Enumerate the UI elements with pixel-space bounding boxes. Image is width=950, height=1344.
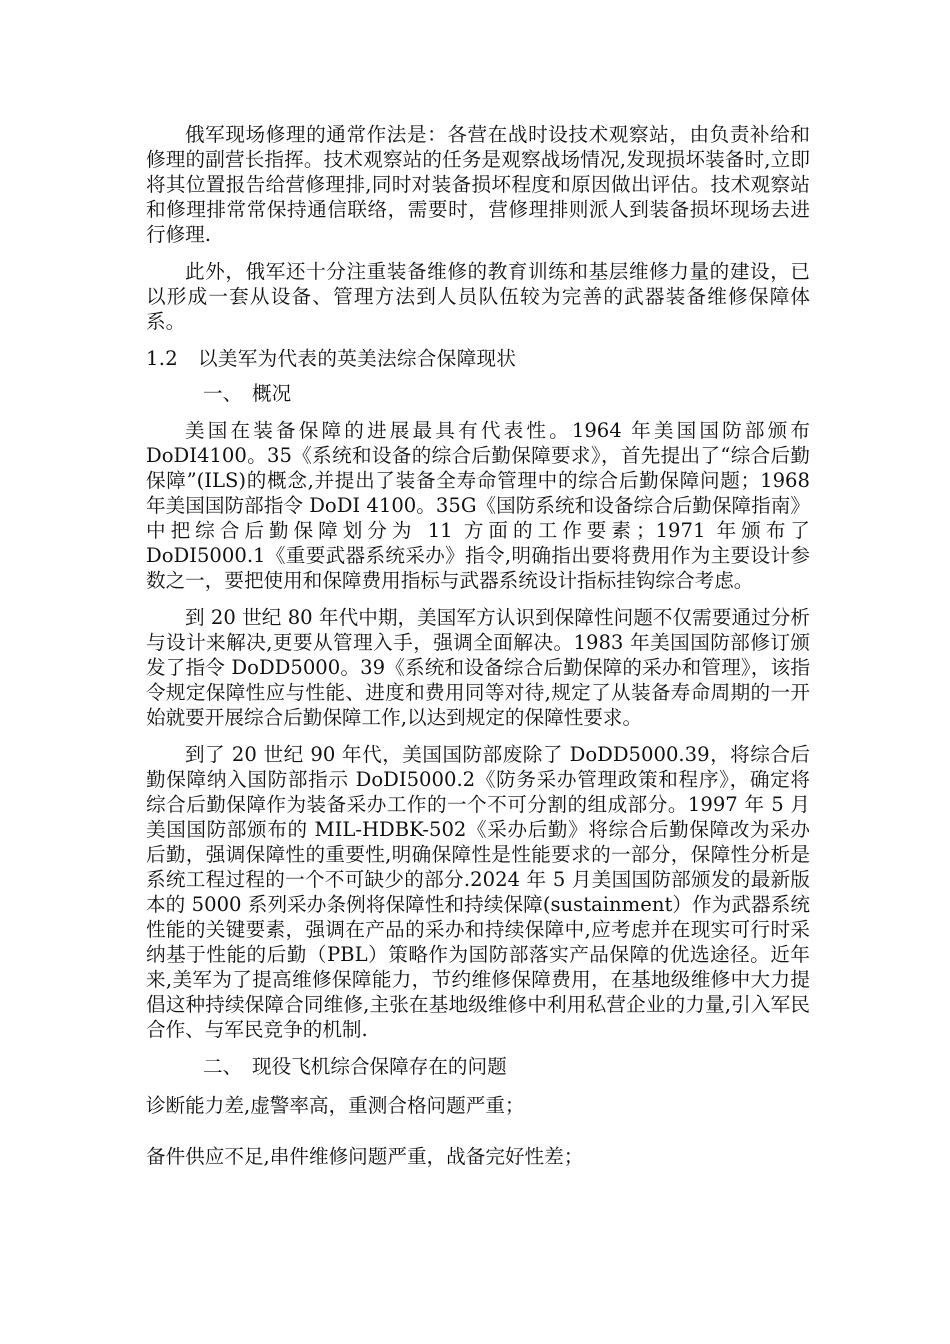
paragraph-russian-training: 此外，俄军还十分注重装备维修的教育训练和基层维修力量的建设，已以形成一套从设备、管理方法到人员队伍较为完善的武器装备维修保障体系。 [146, 260, 810, 333]
section-heading: 1.2 以美军为代表的英美法综合保障现状 [146, 347, 517, 370]
paragraph-russian-field-repair: 俄军现场修理的通常作法是：各营在战时设技术观察站，由负责补给和修理的副营长指挥。技术观察站的任务是观察战场情况,发现损坏装备时,立即将其位置报告给营修理排,同时对装备损坏程度和原因做出评估。技术观察站和修理排常常保持通信联络，需要时，营修理排则派人到装备损坏现场去进行修理. [146, 123, 810, 246]
paragraph-us-1980s: 到 20 世纪 80 年代中期，美国军方认识到保障性问题不仅需要通过分析与设计来解决,更要从管理入手，强调全面解决。1983 年美国国防部修订颁发了指令 DoDD5000。39《系统和设备综合后勤保障的采办和管理》，该指令规定保障性应与性能、进度和费用同等对待,规定了从装备寿命周期的一开始就要开展综合后勤保障工作,以达到规定的保障性要求。 [146, 606, 810, 729]
subsection-heading-problems: 二、 现役飞机综合保障存在的问题 [203, 1055, 507, 1078]
problem-item-spares: 备件供应不足,串件维修问题严重，战备完好性差； [146, 1145, 584, 1168]
subsection-heading-overview: 一、 概况 [203, 382, 292, 405]
paragraph-us-1990s: 到了 20 世纪 90 年代，美国国防部废除了 DoDD5000.39，将综合后勤保障纳入国防部指示 DoDI5000.2《防务采办管理政策和程序》，确定将综合后勤保障作为装备采办工作的一个不可分割的组成部分。1997 年 5 月美国国防部颁布的 MIL-HDBK-502《采办后勤》将综合后勤保障改为采办后勤，强调保障性的重要性,明确保障性是性能要求的一部分，保障性分析是系统工程过程的一个不可缺少的部分.2024 年 5 月美国国防部颁发的最新版本的 5000 系列采办条例将保障性和持续保障(sustainment）作为武器系统性能的关键要素，强调在产品的采办和持续保障中,应考虑并在现实可行时采纳基于性能的后勤（PBL）策略作为国防部落实产品保障的优选途径。近年来,美军为了提高维修保障能力，节约维修保障费用，在基地级维修中大力提倡这种持续保障合同维修,主张在基地级维修中利用私营企业的力量,引入军民合作、与军民竞争的机制. [146, 743, 810, 1041]
paragraph-us-1964: 美国在装备保障的进展最具有代表性。1964 年美国国防部颁布DoDI4100。35《系统和设备的综合后勤保障要求》，首先提出了“综合后勤保障”(ILS)的概念,并提出了装备全寿命管理中的综合后勤保障问题；1968 年美国国防部指令 DoDI 4100。35G《国防系统和设备综合后勤保障指南》中把综合后勤保障划分为 11 方面的工作要素；1971 年颁布了 DoDI5000.1《重要武器系统采办》指令,明确指出要将费用作为主要设计参数之一，要把使用和保障费用指标与武器系统设计指标挂钩综合考虑。 [146, 419, 810, 592]
document-page [146, 122, 810, 1195]
problem-item-diagnosis: 诊断能力差,虚警率高，重测合格问题严重； [146, 1094, 525, 1117]
